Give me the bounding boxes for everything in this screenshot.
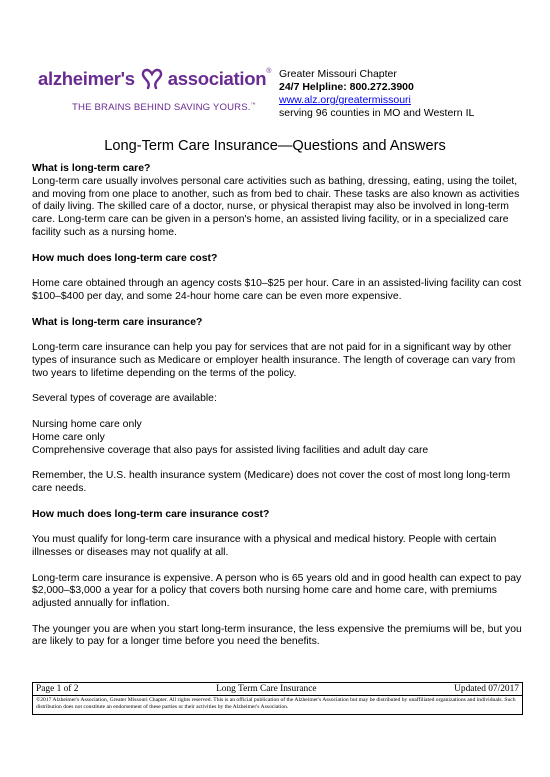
- answer-insurance-qualify: You must qualify for long-term care insurance with a physical and medical history. People with certain illnesses or diseases may not qualify at all.: [32, 534, 497, 558]
- logo-wordmark: [38, 66, 273, 92]
- chapter-contact-block: [279, 68, 474, 120]
- chapter-website-link[interactable]: www.alz.org/greatermissouri: [279, 94, 411, 106]
- footer-doc-name: Long Term Care Insurance: [216, 684, 317, 694]
- helpline-number: 24/7 Helpline: 800.272.3900: [279, 81, 414, 93]
- chapter-name: Greater Missouri Chapter: [279, 68, 397, 80]
- medicare-reminder: Remember, the U.S. health insurance system (Medicare) does not cover the cost of most long long-term care needs.: [32, 470, 511, 494]
- organization-logo: [38, 66, 273, 126]
- document-body: [32, 163, 522, 649]
- logo-tagline: [72, 102, 273, 113]
- tagline-text: THE BRAINS BEHIND SAVING YOURS.: [72, 102, 251, 114]
- coverage-type-item: Home care only: [32, 431, 105, 443]
- answer-insurance-expense: Long-term care insurance is expensive. A person who is 65 years old and in good health can expect to pay $2,000–$3,000 a year for a policy that covers both nursing home care and home care, with premiums adjusted annually for inflation.: [32, 572, 522, 610]
- question-long-term-care: What is long-term care?: [32, 163, 151, 174]
- copyright-notice: ©2017 Alzheimer's Association, Greater Missouri Chapter. All rights reserved. This is an official publication of the Alzheimer's Association but may be distributed by unaffiliated organizations and individuals. Such distribution does not constitute an endorsement of these parties or their activities by the Alzheimer's Association.: [36, 697, 516, 711]
- footer-info-row: [33, 683, 522, 696]
- logo-word-right: association: [167, 68, 267, 89]
- coverage-type-item: Nursing home care only: [32, 418, 142, 430]
- question-long-term-care-insurance: What is long-term care insurance?: [32, 316, 203, 328]
- question-insurance-cost: How much does long-term care insurance cost?: [32, 508, 270, 520]
- registered-mark: ®: [266, 68, 272, 75]
- answer-long-term-care-insurance: Long-term care insurance can help you pay for services that are not paid for in a significant way by other types of insurance such as Medicare or employer health insurance. The length of coverage can vary from two years to lifetime depending on the terms of the policy.: [32, 342, 516, 379]
- question-long-term-care-cost: How much does long-term care cost?: [32, 252, 218, 264]
- page-number: Page 1 of 2: [36, 684, 79, 694]
- trademark-mark: ™: [250, 102, 256, 108]
- answer-insurance-age: The younger you are when you start long-term insurance, the less expensive the premiums will be, but you are likely to pay for a longer time before you need the benefits.: [32, 623, 522, 648]
- page-footer: [32, 682, 523, 715]
- answer-long-term-care: Long-term care usually involves personal care activities such as bathing, dressing, eating, using the toilet, and moving from one place to another, such as from bed to chair. These tasks are also known as activities of daily living. The skilled care of a doctor, nurse, or physical therapist may also be involved in long-term care. Long-term care can be given in a person's home, an assisted living facility, or in a specialized care facility such as a nursing home.: [32, 175, 520, 238]
- answer-long-term-care-cost: Home care obtained through an agency costs $10–$25 per hour. Care in an assisted-living facility can cost $100–$400 per day, and some 24-hour home care can be even more expensive.: [32, 278, 522, 302]
- service-area: serving 96 counties in MO and Western IL: [279, 107, 475, 119]
- coverage-intro: Several types of coverage are available:: [32, 393, 217, 405]
- document-title: Long-Term Care Insurance—Questions and Answers: [104, 138, 446, 154]
- coverage-type-item: Comprehensive coverage that also pays for assisted living facilities and adult day care: [32, 444, 429, 456]
- purple-ribbon-icon: [140, 67, 164, 91]
- logo-word-left: alzheimer's: [38, 68, 135, 89]
- updated-date: Updated 07/2017: [454, 684, 519, 694]
